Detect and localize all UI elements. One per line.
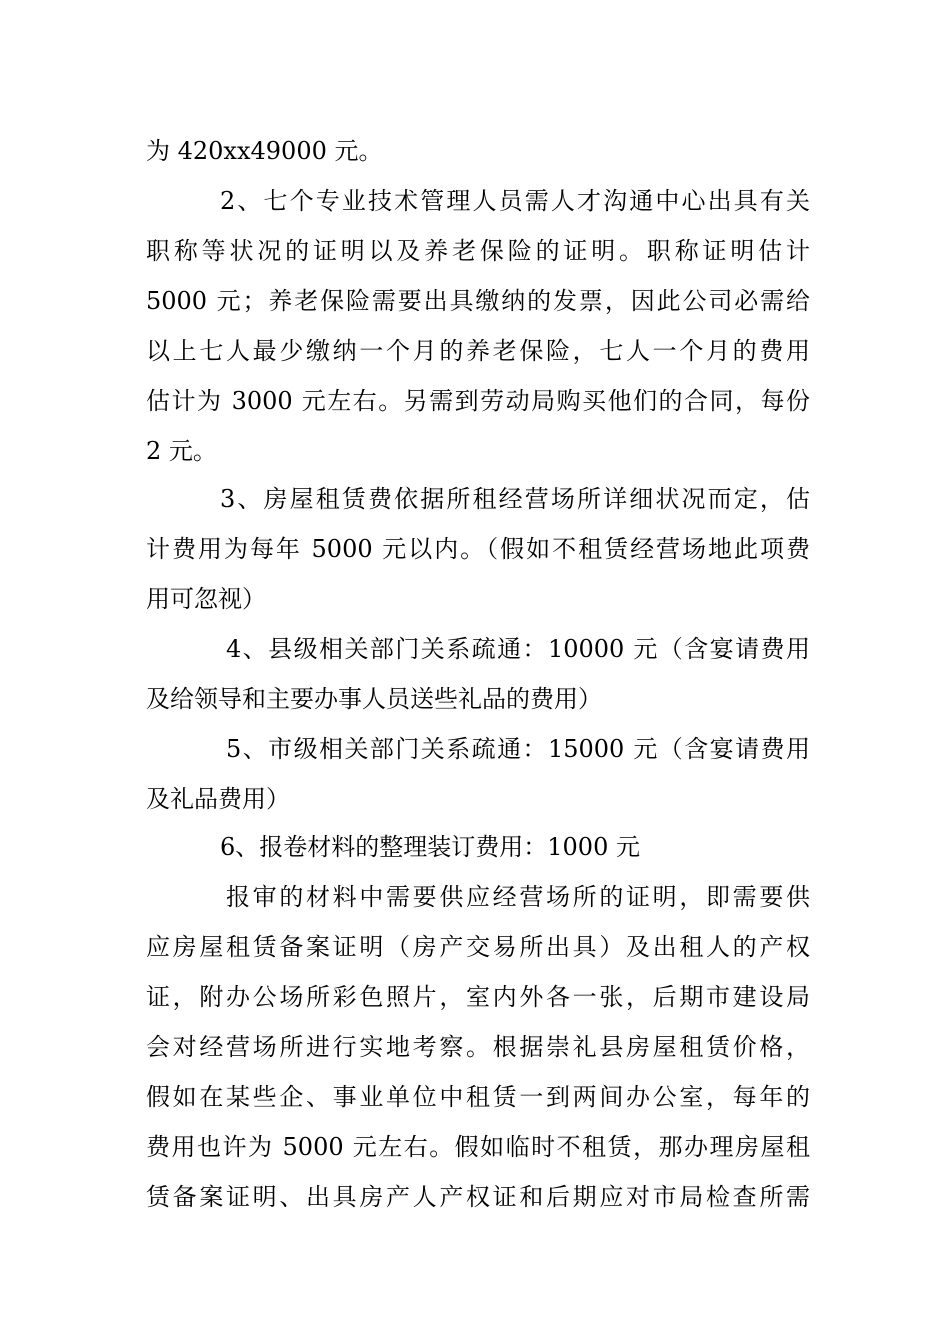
list-item-3-line-1: 3、房屋租赁费依据所租经营场所详细状况而定，估 (220, 485, 810, 513)
list-item-2-line-1: 2、七个专业技术管理人员需人才沟通中心出具有关 (220, 187, 810, 215)
text-line: 职称等状况的证明以及养老保险的证明。职称证明估计 (146, 237, 810, 265)
text-line: 2 元。 (146, 437, 217, 465)
paragraph-line-1: 报审的材料中需要供应经营场所的证明，即需要供 (226, 883, 810, 911)
list-item-4-line-1: 4、县级相关部门关系疏通：10000 元（含宴请费用 (226, 635, 810, 663)
text-line: 5000 元；养老保险需要出具缴纳的发票，因此公司必需给 (146, 287, 810, 315)
text-line: 用可忽视） (146, 585, 266, 613)
text-line: 证，附办公场所彩色照片，室内外各一张，后期市建设局 (146, 983, 810, 1011)
list-item-5-line-1: 5、市级相关部门关系疏通：15000 元（含宴请费用 (226, 735, 810, 763)
list-item-6: 6、报卷材料的整理装订费用：1000 元 (220, 833, 640, 861)
text-line: 费用也许为 5000 元左右。假如临时不租赁，那办理房屋租 (146, 1133, 810, 1161)
text-line: 及礼品费用） (146, 785, 290, 813)
text-line: 以上七人最少缴纳一个月的养老保险，七人一个月的费用 (146, 337, 810, 365)
text-line: 应房屋租赁备案证明（房产交易所出具）及出租人的产权 (146, 933, 810, 961)
text-line: 计费用为每年 5000 元以内。（假如不租赁经营场地此项费 (146, 535, 810, 563)
text-line: 假如在某些企、事业单位中租赁一到两间办公室，每年的 (146, 1083, 810, 1111)
text-line: 估计为 3000 元左右。另需到劳动局购买他们的合同，每份 (146, 387, 810, 415)
text-line: 及给领导和主要办事人员送些礼品的费用） (146, 685, 602, 713)
text-line: 为 420xx49000 元。 (146, 137, 383, 165)
text-line: 会对经营场所进行实地考察。根据崇礼县房屋租赁价格， (146, 1033, 810, 1061)
text-line: 赁备案证明、出具房产人产权证和后期应对市局检查所需 (146, 1183, 810, 1211)
